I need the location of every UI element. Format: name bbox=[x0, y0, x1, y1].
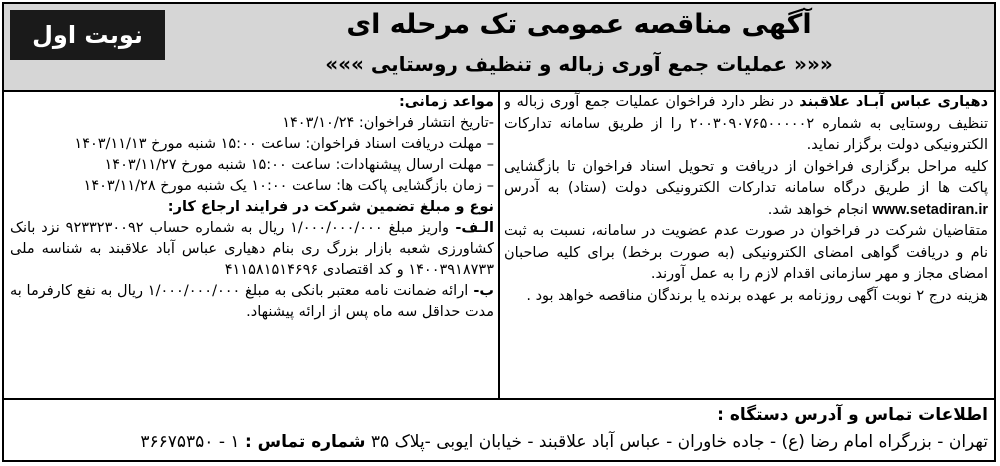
notice-round-badge: نوبت اول bbox=[10, 10, 165, 60]
footer-divider bbox=[4, 398, 994, 400]
contact-line bbox=[10, 428, 988, 456]
ad-frame bbox=[2, 2, 996, 462]
column-divider bbox=[498, 90, 500, 398]
guarantee-title: نوع و مبلغ تضمین شرکت در فرایند ارجاع کار: bbox=[167, 199, 494, 215]
website-link[interactable]: www.setadiran.ir bbox=[872, 201, 988, 218]
phone-label: شماره تماس : bbox=[244, 432, 366, 452]
guarantee-option-a: الـف- واریز مبلغ ۱/۰۰۰/۰۰۰/۰۰۰ ریال به شماره حساب ۹۲۳۳۲۳۰۰۹۲ نزد بانک کشاورزی شعبه بازار بزرگ ری بنام دهیاری عباس آباد علاقبند به شناسه ملی ۱۴۰۰۳۹۱۸۷۳۳ و کد اقتصادی ۴۱۱۵۸۱۵۱۴۶۹۶ bbox=[10, 220, 494, 278]
publish-date: -تاریخ انتشار فراخوان: ۱۴۰۳/۱۰/۲۴ bbox=[282, 115, 494, 131]
applicants-paragraph: متقاضیان شرکت در فراخوان در صورت عدم عضویت در سامانه، نسبت به ثبت نام و دریافت گواهی امضای الکترونیکی (به صورت برخط) برای کلیه صاحبان امضای مجاز و مهر سازمانی اقدام لازم را به عمل آورند. bbox=[504, 223, 988, 282]
timing-title: مواعد زمانی: bbox=[398, 94, 494, 110]
ad-header bbox=[4, 4, 994, 92]
tender-description bbox=[504, 92, 988, 396]
timing-and-guarantee bbox=[10, 92, 494, 396]
submit-deadline: – مهلت ارسال پیشنهادات: ساعت ۱۵:۰۰ شنبه مورخ ۱۴۰۳/۱۱/۲۷ bbox=[104, 157, 494, 173]
organization-name: دهیاری عباس آبـاد علاقبند bbox=[799, 94, 988, 110]
receive-deadline: – مهلت دریافت اسناد فراخوان: ساعت ۱۵:۰۰ شنبه مورخ ۱۴۰۳/۱۱/۱۳ bbox=[74, 136, 494, 152]
guarantee-option-b: ب- ارائه ضمانت نامه معتبر بانکی به مبلغ ۱/۰۰۰/۰۰۰/۰۰۰ ریال به نفع کارفرما به مدت حداقل سه ماه پس از ارائه پیشنهاد. bbox=[10, 283, 494, 320]
phone-number: ۱ - ۳۶۶۷۵۳۵۰ bbox=[140, 432, 240, 452]
ad-title: آگهی مناقصه عمومی تک مرحله ای bbox=[346, 9, 812, 40]
cost-paragraph: هزینه درج ۲ نوبت آگهی روزنامه بر عهده برنده یا برندگان مناقصه خواهد بود . bbox=[526, 287, 988, 304]
ad-subtitle: ««« عملیات جمع آوری زباله و تنظیف روستایی »»» bbox=[325, 52, 833, 76]
intro-paragraph bbox=[504, 92, 988, 157]
opening-time: – زمان بازگشایی پاکت ها: ساعت ۱۰:۰۰ یک شنبه مورخ ۱۴۰۳/۱۱/۲۸ bbox=[83, 178, 494, 194]
process-paragraph: کلیه مراحل برگزاری فراخوان از دریافت و تحویل اسناد فراخوان تا بازگشایی پاکت ها از طریق درگاه سامانه تدارکات الکترونیکی دولت (ستاد) به آدرس www.setadiran.ir انجام خواهد شد. bbox=[504, 158, 988, 218]
intro-text: در نظر دارد فراخوان عملیات جمع آوری زباله و تنظیف روستایی به شماره ۲۰۰۳۰۹۰۷۶۵۰۰۰۰۰۲ را از طریق سامانه تدارکات الکترونیکی دولت برگزار نماید. bbox=[504, 94, 988, 153]
contact-footer bbox=[10, 402, 988, 460]
address-text: تهران - بزرگراه امام رضا (ع) - جاده خاوران - عباس آباد علاقبند - خیابان ایوبی -پلاک ۳۵ bbox=[370, 432, 988, 452]
contact-title: اطلاعات تماس و آدرس دستگاه : bbox=[717, 405, 988, 425]
